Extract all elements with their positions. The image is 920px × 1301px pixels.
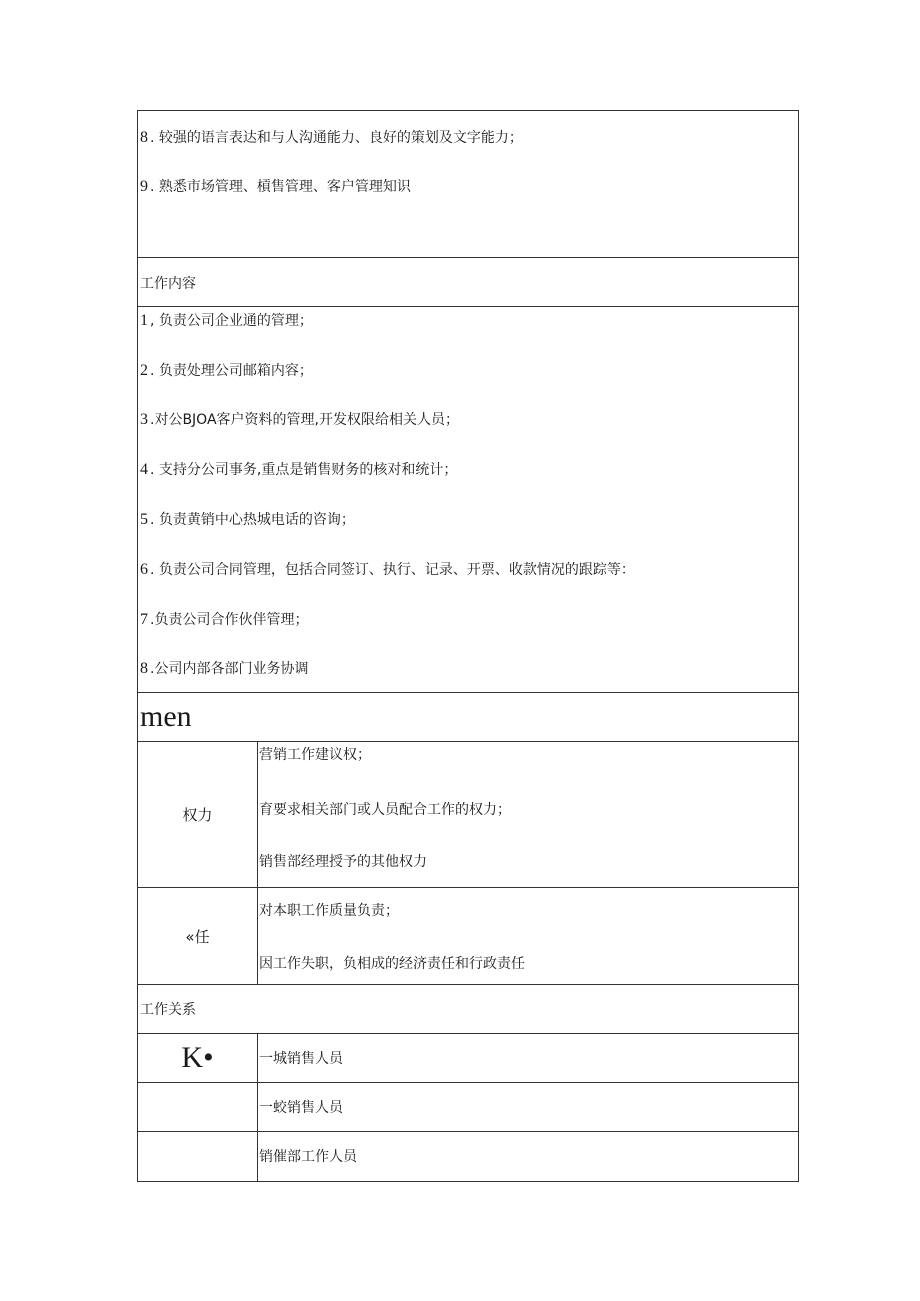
authority-section [138,742,798,888]
job-content-item: 2 . 负责处理公司邮箱内容； [140,362,313,379]
relation-row [138,1083,798,1132]
job-description-table [137,110,799,1182]
authority-item: 育要求相关部门或人员配合工作的权力； [259,802,511,818]
men-heading-row [138,693,798,742]
requirement-item: 9 . 熟悉市场管理、槓售管理、客户管理知识 [140,178,411,195]
authority-label-cell [138,742,258,887]
responsibility-item: 对本职工作质量负责； [259,903,399,919]
job-content-item: 7 .负责公司合作伙伴管理； [140,611,309,628]
men-heading: men [140,700,192,733]
job-content-item: 6 . 负责公司合同管理，包括合同签订、执行、记录、开票、收款情况的跟踪等： [140,561,635,578]
job-content-item: 5 . 负责黄销中心热城电话的咨询； [140,511,355,528]
requirement-item: 8 . 较强的语言表达和与人沟通能力、良好的策划及文字能力； [140,129,523,146]
relation-item: 一城销售人员 [259,1051,343,1067]
job-content-item: 4 . 支持分公司事务,重点是销售财务的核对和统计； [140,461,458,478]
authority-item: 销售部经理授予的其他权力 [259,854,427,870]
relation-label-cell [138,1132,258,1182]
responsibility-label-cell [138,888,258,984]
section-heading: 工作关系 [140,1002,196,1018]
authority-label: 权力 [182,806,213,824]
relation-row [138,1034,798,1083]
relation-item: 一蛟销售人员 [259,1100,343,1116]
job-content-heading-row [138,258,798,307]
job-content-item: 3 .对公BJOA客户资料的管理,开发权限给相关人员； [140,411,459,428]
responsibility-item: 因工作失职，负相成的经济责任和行政责任 [259,956,525,972]
relation-item: 销催部工作人员 [259,1149,357,1165]
relation-label-cell [138,1083,258,1131]
responsibility-label: «任 [185,928,210,946]
requirements-section [138,111,798,258]
relation-label-cell [138,1034,258,1082]
responsibility-section [138,888,798,985]
relation-row [138,1132,798,1182]
section-heading: 工作内容 [140,276,196,292]
job-content-item: 8 .公司内部各部门业务协调 [140,660,309,677]
job-content-item: 1 , 负责公司企业通的管理； [140,312,313,329]
relations-heading-row [138,985,798,1034]
authority-item: 营销工作建议权； [259,747,371,763]
relation-label: K• [181,1041,214,1074]
job-content-section [138,307,798,693]
